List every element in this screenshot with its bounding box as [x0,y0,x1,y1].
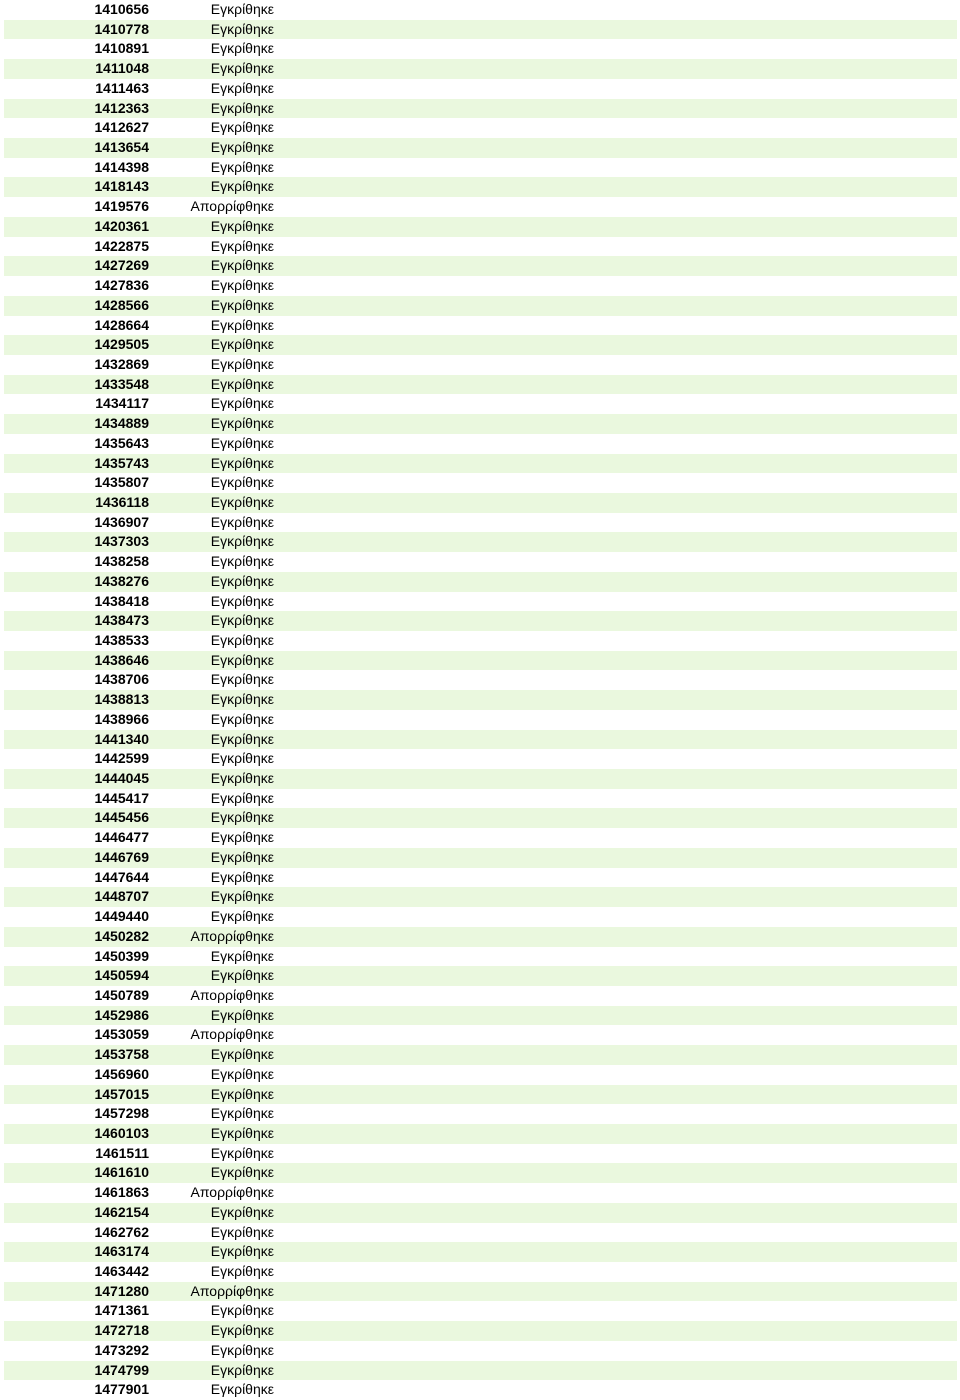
table-row [4,1223,957,1243]
application-id: 1438276 [94,572,149,589]
application-id: 1446477 [94,829,149,846]
application-id: 1410778 [94,20,149,37]
application-status: Απορρίφθηκε [190,1026,274,1043]
application-status: Εγκρίθηκε [210,809,274,826]
table-row [4,690,957,710]
table-row [4,1124,957,1144]
application-id: 1450594 [94,967,149,984]
application-id: 1450282 [94,927,149,944]
table-row [4,986,957,1006]
application-id: 1422875 [94,237,149,254]
application-status: Απορρίφθηκε [190,1184,274,1201]
table-row [4,789,957,809]
application-status: Εγκρίθηκε [210,1322,274,1339]
application-status: Εγκρίθηκε [210,158,274,175]
application-id: 1452986 [94,1006,149,1023]
table-row [4,296,957,316]
application-status: Εγκρίθηκε [210,79,274,96]
table-row [4,394,957,414]
table-row [4,848,957,868]
table-row [4,237,957,257]
application-status: Εγκρίθηκε [210,1065,274,1082]
application-id: 1438966 [94,710,149,727]
application-status: Εγκρίθηκε [210,651,274,668]
application-status: Εγκρίθηκε [210,1361,274,1378]
table-row [4,335,957,355]
application-id: 1412627 [94,119,149,136]
application-status: Εγκρίθηκε [210,1006,274,1023]
table-row [4,749,957,769]
table-row [4,1025,957,1045]
application-status: Εγκρίθηκε [210,1124,274,1141]
application-status: Εγκρίθηκε [210,1302,274,1319]
table-row [4,907,957,927]
application-id: 1427269 [94,257,149,274]
application-status: Εγκρίθηκε [210,868,274,885]
table-row [4,39,957,59]
application-status: Εγκρίθηκε [210,493,274,510]
application-status: Εγκρίθηκε [210,1085,274,1102]
table-row [4,572,957,592]
application-id: 1410656 [94,1,149,17]
application-id: 1428664 [94,316,149,333]
application-status: Απορρίφθηκε [190,1282,274,1299]
application-status: Εγκρίθηκε [210,1164,274,1181]
application-status: Εγκρίθηκε [210,1203,274,1220]
table-row [4,316,957,336]
table-row [4,670,957,690]
table-row [4,611,957,631]
application-id: 1462762 [94,1223,149,1240]
application-status: Απορρίφθηκε [190,927,274,944]
application-id: 1447644 [94,868,149,885]
table-row [4,197,957,217]
application-id: 1444045 [94,770,149,787]
table-row [4,79,957,99]
table-row [4,99,957,119]
table-row [4,552,957,572]
application-id: 1457298 [94,1105,149,1122]
table-row [4,1321,957,1341]
table-row [4,473,957,493]
table-row [4,828,957,848]
table-row [4,887,957,907]
application-id: 1438706 [94,671,149,688]
table-row [4,966,957,986]
table-row [4,118,957,138]
application-id: 1420361 [94,217,149,234]
application-id: 1438473 [94,612,149,629]
application-id: 1419576 [94,198,149,215]
application-id: 1441340 [94,730,149,747]
table-row [4,454,957,474]
application-status: Εγκρίθηκε [210,513,274,530]
table-row [4,1282,957,1302]
application-status: Εγκρίθηκε [210,336,274,353]
application-status: Απορρίφθηκε [190,198,274,215]
table-row [4,355,957,375]
application-id: 1428566 [94,296,149,313]
application-id: 1456960 [94,1065,149,1082]
table-row [4,1301,957,1321]
application-id: 1442599 [94,750,149,767]
application-status: Εγκρίθηκε [210,1381,274,1398]
application-status: Εγκρίθηκε [210,454,274,471]
table-row [4,256,957,276]
application-status: Εγκρίθηκε [210,434,274,451]
application-id: 1438646 [94,651,149,668]
application-status: Εγκρίθηκε [210,710,274,727]
application-id: 1460103 [94,1124,149,1141]
application-id: 1471280 [94,1282,149,1299]
application-id: 1453059 [94,1026,149,1043]
table-row [4,1262,957,1282]
table-row [4,868,957,888]
table-row [4,1144,957,1164]
application-id: 1474799 [94,1361,149,1378]
table-row [4,1104,957,1124]
application-id: 1450399 [94,947,149,964]
table-row [4,1380,957,1400]
application-id: 1445456 [94,809,149,826]
application-id: 1410891 [94,40,149,57]
table-row [4,1203,957,1223]
application-status: Εγκρίθηκε [210,572,274,589]
table-row [4,375,957,395]
application-id: 1472718 [94,1322,149,1339]
application-status: Εγκρίθηκε [210,20,274,37]
application-status: Εγκρίθηκε [210,139,274,156]
application-id: 1457015 [94,1085,149,1102]
application-status: Εγκρίθηκε [210,1105,274,1122]
application-status: Εγκρίθηκε [210,355,274,372]
application-id: 1437303 [94,533,149,550]
application-id: 1429505 [94,336,149,353]
application-status: Εγκρίθηκε [210,789,274,806]
application-status: Εγκρίθηκε [210,1243,274,1260]
table-row [4,217,957,237]
application-status: Εγκρίθηκε [210,1144,274,1161]
application-id: 1435807 [94,474,149,491]
table-row [4,927,957,947]
application-status: Εγκρίθηκε [210,848,274,865]
application-status: Εγκρίθηκε [210,1,274,17]
application-id: 1438418 [94,592,149,609]
application-id: 1450789 [94,986,149,1003]
application-status: Εγκρίθηκε [210,277,274,294]
application-status: Εγκρίθηκε [210,99,274,116]
table-row [4,947,957,967]
application-id: 1434117 [95,395,149,412]
application-status: Εγκρίθηκε [210,316,274,333]
application-status: Εγκρίθηκε [210,612,274,629]
table-row [4,769,957,789]
application-id: 1462154 [94,1203,149,1220]
application-status: Εγκρίθηκε [210,375,274,392]
application-id: 1477901 [94,1381,149,1398]
application-status: Εγκρίθηκε [210,908,274,925]
table-row [4,513,957,533]
application-status: Απορρίφθηκε [190,986,274,1003]
table-row [4,276,957,296]
table-row [4,1242,957,1262]
table-row [4,1065,957,1085]
application-status: Εγκρίθηκε [210,474,274,491]
application-status: Εγκρίθηκε [210,1263,274,1279]
table-row [4,1341,957,1361]
application-status: Εγκρίθηκε [210,691,274,708]
table-row [4,0,957,20]
table-row [4,414,957,434]
application-status: Εγκρίθηκε [210,632,274,648]
application-status: Εγκρίθηκε [210,553,274,570]
application-id: 1411463 [95,79,149,96]
application-id: 1446769 [94,848,149,865]
application-id: 1449440 [94,908,149,925]
application-id: 1461610 [94,1164,149,1181]
table-row [4,1045,957,1065]
results-table [4,0,957,1400]
table-row [4,1183,957,1203]
application-status: Εγκρίθηκε [210,947,274,964]
application-id: 1438533 [94,632,149,648]
application-id: 1414398 [94,158,149,175]
table-row [4,651,957,671]
application-id: 1438813 [94,691,149,708]
application-id: 1412363 [94,99,149,116]
table-row [4,158,957,178]
application-status: Εγκρίθηκε [210,888,274,905]
table-row [4,1085,957,1105]
table-row [4,1006,957,1026]
application-id: 1427836 [94,277,149,294]
application-id: 1471361 [94,1302,149,1319]
application-id: 1463442 [94,1263,149,1279]
application-id: 1461511 [95,1144,149,1161]
application-status: Εγκρίθηκε [210,1341,274,1358]
application-id: 1436118 [95,493,149,510]
application-status: Εγκρίθηκε [210,60,274,77]
application-status: Εγκρίθηκε [210,1223,274,1240]
application-status: Εγκρίθηκε [210,533,274,550]
table-row [4,710,957,730]
table-row [4,1163,957,1183]
application-status: Εγκρίθηκε [210,40,274,57]
application-status: Εγκρίθηκε [210,217,274,234]
application-id: 1433548 [94,375,149,392]
application-id: 1453758 [94,1046,149,1063]
application-id: 1473292 [94,1341,149,1358]
table-row [4,532,957,552]
application-status: Εγκρίθηκε [210,257,274,274]
table-row [4,592,957,612]
table-row [4,493,957,513]
table-row [4,177,957,197]
application-id: 1411048 [95,60,149,77]
application-status: Εγκρίθηκε [210,178,274,195]
application-status: Εγκρίθηκε [210,671,274,688]
application-status: Εγκρίθηκε [210,415,274,432]
application-status: Εγκρίθηκε [210,119,274,136]
application-status: Εγκρίθηκε [210,296,274,313]
application-status: Εγκρίθηκε [210,750,274,767]
application-id: 1445417 [94,789,149,806]
application-status: Εγκρίθηκε [210,967,274,984]
application-status: Εγκρίθηκε [210,592,274,609]
table-row [4,1361,957,1381]
application-status: Εγκρίθηκε [210,829,274,846]
table-row [4,808,957,828]
application-id: 1435743 [94,454,149,471]
table-row [4,434,957,454]
table-row [4,138,957,158]
table-row [4,59,957,79]
application-id: 1463174 [94,1243,149,1260]
application-id: 1432869 [94,355,149,372]
application-id: 1461863 [94,1184,149,1201]
application-status: Εγκρίθηκε [210,395,274,412]
application-status: Εγκρίθηκε [210,1046,274,1063]
application-id: 1438258 [94,553,149,570]
application-id: 1418143 [94,178,149,195]
application-status: Εγκρίθηκε [210,730,274,747]
application-id: 1435643 [94,434,149,451]
table-row [4,631,957,651]
application-id: 1413654 [94,139,149,156]
application-status: Εγκρίθηκε [210,237,274,254]
application-id: 1434889 [94,415,149,432]
application-status: Εγκρίθηκε [210,770,274,787]
table-row [4,20,957,40]
application-id: 1436907 [94,513,149,530]
table-row [4,730,957,750]
application-id: 1448707 [94,888,149,905]
